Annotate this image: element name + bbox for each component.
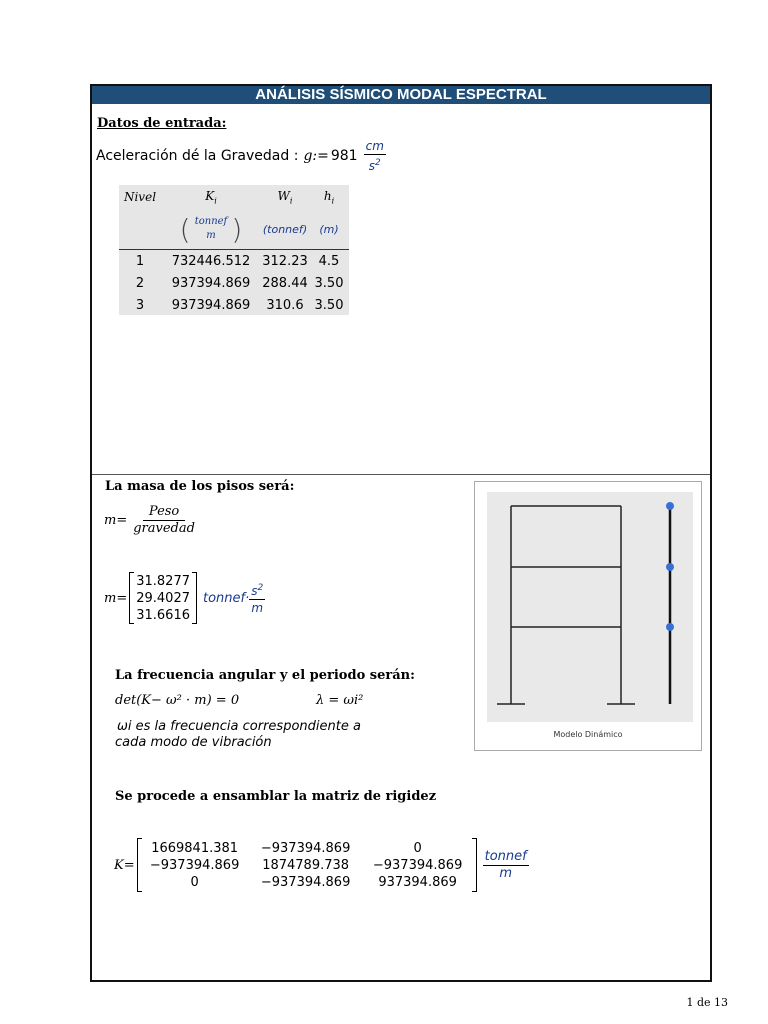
matrix-cell: 0 <box>190 874 199 890</box>
mass-unit-num: s <box>251 584 258 598</box>
matrix-cell: −937394.869 <box>149 857 240 873</box>
matrix-cell: −937394.869 <box>372 857 463 873</box>
col-header-h: h <box>323 188 332 203</box>
mass-eq-lhs: m= <box>104 513 128 528</box>
gravity-unit: $\frac{cm}{s^2}$ <box>365 139 384 173</box>
gravity-equation <box>96 138 386 174</box>
unit-k: tonnef m <box>194 216 228 241</box>
col-header-k: K <box>205 188 215 203</box>
lambda-equation: λ = ωi² <box>316 693 364 708</box>
col-header-nivel: Nivel <box>123 190 157 204</box>
stiffness-matrix <box>114 838 529 892</box>
section-divider <box>92 474 710 475</box>
matrix-cell: −937394.869 <box>260 874 351 890</box>
stiffness-unit-den: m <box>499 865 512 881</box>
mass-eq-den: gravedad <box>133 521 195 536</box>
mass-equation <box>104 504 197 537</box>
table-row: 1 732446.512 312.23 4.5 <box>135 253 340 269</box>
col-header-w: W <box>277 188 290 203</box>
table-row: 3 937394.869 310.6 3.50 <box>135 297 344 313</box>
mass-value: 31.6616 <box>136 607 190 623</box>
table-row: 2 937394.869 288.44 3.50 <box>135 275 344 291</box>
mass-eq-num: Peso <box>143 504 185 521</box>
input-heading: Datos de entrada: <box>97 116 227 131</box>
frequency-note-2: cada modo de vibración <box>115 735 272 750</box>
mass-value: 29.4027 <box>136 590 190 606</box>
gravity-unit-den: s <box>368 159 375 173</box>
frequency-note-1: ωi es la frecuencia correspondiente a <box>117 719 361 734</box>
stiffness-heading: Se procede a ensamblar la matriz de rigidez <box>115 789 437 804</box>
mass-heading: La masa de los pisos será: <box>105 479 295 494</box>
det-equation: det(K− ω² · m) = 0 <box>115 693 240 708</box>
figure-caption: Modelo Dinámico <box>553 730 623 739</box>
mass-value: 31.8277 <box>136 573 190 589</box>
stiffness-unit-num: tonnef <box>484 848 527 864</box>
stiffness-lhs: K= <box>114 857 135 873</box>
unit-h: (m) <box>309 209 349 250</box>
frame-diagram <box>475 482 701 750</box>
matrix-cell: 937394.869 <box>378 874 457 890</box>
mass-unit-text: tonnef· <box>203 590 250 606</box>
page-title: ANÁLISIS SÍSMICO MODAL ESPECTRAL <box>92 86 710 104</box>
input-table: Nivel $K_i$ $W_i$ $h_i$ ( tonnef m ) (tonnef) (m) 1 732446.512 312.23 4.5 2 937394.869 288.44 3.50 3 937394.869 310.6 3.50 <box>119 185 349 315</box>
matrix-cell: 1874789.738 <box>262 857 350 873</box>
matrix-cell: 1669841.381 <box>151 840 239 856</box>
mass-vector: m= 31.8277 29.4027 31.6616 tonnef· $\frac{s^2}{m}$ <box>104 573 264 623</box>
gravity-value: 981 <box>330 148 358 164</box>
dynamic-model-figure <box>474 481 702 751</box>
frequency-heading: La frecuencia angular y el periodo serán: <box>115 668 415 683</box>
gravity-symbol: g:= <box>303 148 329 164</box>
matrix-cell: −937394.869 <box>260 840 351 856</box>
page-number: 1 de 13 <box>686 996 728 1009</box>
gravity-label: Aceleración dé la Gravedad : <box>96 148 299 164</box>
mass-unit-den: m <box>251 601 264 615</box>
unit-w: (tonnef) <box>261 209 309 250</box>
gravity-unit-num: cm <box>365 139 384 153</box>
matrix-cell: 0 <box>413 840 422 856</box>
